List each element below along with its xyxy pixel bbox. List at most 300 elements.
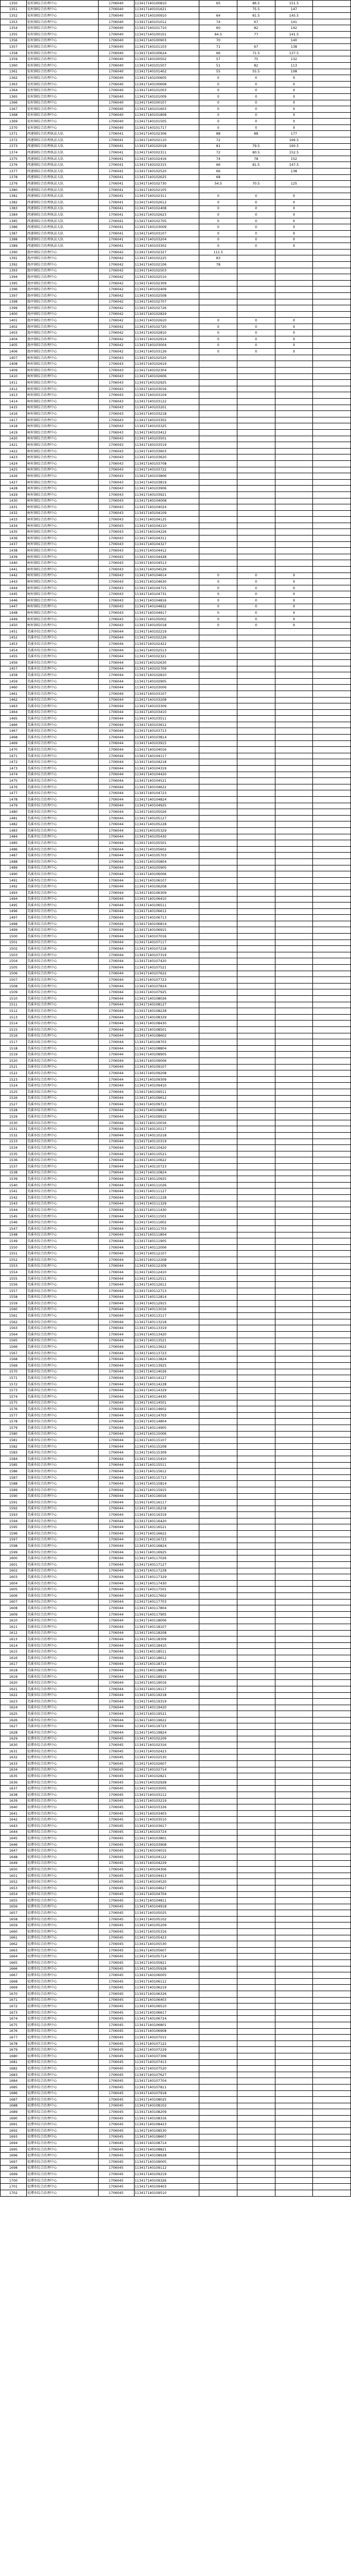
table-row [1, 417, 351, 423]
table-row [1, 865, 351, 871]
row-number-cell: 1523 [1, 1076, 27, 1083]
table-row [1, 902, 351, 909]
unit-name-cell: 宏潭乡综合治理中心 [26, 2122, 98, 2128]
interview-score-cell [237, 1841, 275, 1848]
remark-cell [313, 2016, 351, 2022]
remark-cell [313, 305, 351, 312]
remark-cell [313, 2140, 351, 2147]
ticket-number-cell: 113417140105928 [134, 1966, 199, 1972]
interview-score-cell [237, 1755, 275, 1761]
row-number-cell: 1666 [1, 1966, 27, 1972]
row-number-cell: 1676 [1, 2028, 27, 2035]
row-number-cell: 1609 [1, 1611, 27, 1618]
row-number-cell: 1597 [1, 1537, 27, 1543]
total-score-cell: 0 [275, 573, 313, 579]
written-score-cell [199, 846, 237, 853]
unit-name-cell: 美溪乡综合治理中心 [26, 865, 98, 871]
unit-name-cell: 美溪乡综合治理中心 [26, 766, 98, 772]
table-row [1, 691, 351, 697]
table-row [1, 212, 351, 218]
ticket-number-cell: 113417140118511 [134, 1649, 199, 1655]
row-number-cell: 1689 [1, 2109, 27, 2116]
unit-name-cell: 美溪乡综合治理中心 [26, 1618, 98, 1624]
interview-score-cell [237, 965, 275, 971]
total-score-cell: 0 [275, 230, 313, 237]
interview-score-cell [237, 1860, 275, 1867]
row-number-cell: 1579 [1, 1425, 27, 1431]
total-score-cell [275, 504, 313, 511]
position-code-cell: 1706042 [98, 287, 134, 293]
ticket-number-cell: 113417140104229 [134, 1860, 199, 1867]
written-score-cell [199, 1301, 237, 1307]
total-score-cell [275, 454, 313, 461]
position-code-cell: 1706040 [98, 25, 134, 32]
written-score-cell [199, 405, 237, 411]
position-code-cell: 1706044 [98, 1282, 134, 1288]
position-code-cell: 1706044 [98, 1275, 134, 1282]
unit-name-cell: 渔亭镇综合治理中心 [26, 349, 98, 355]
interview-score-cell: 82 [237, 25, 275, 32]
unit-name-cell: 宏村镇综合治理中心 [26, 69, 98, 75]
unit-name-cell: 美溪乡综合治理中心 [26, 1723, 98, 1730]
ticket-number-cell: 113417140104015 [134, 1848, 199, 1854]
unit-name-cell: 宏潭乡综合治理中心 [26, 2184, 98, 2190]
position-code-cell: 1706040 [98, 62, 134, 69]
remark-cell [313, 1916, 351, 1922]
total-score-cell [275, 977, 313, 984]
interview-score-cell [237, 473, 275, 480]
unit-name-cell: 美溪乡综合治理中心 [26, 1375, 98, 1382]
remark-cell [313, 784, 351, 790]
remark-cell [313, 38, 351, 44]
table-row [1, 1792, 351, 1799]
interview-score-cell [237, 548, 275, 554]
remark-cell [313, 1164, 351, 1170]
unit-name-cell: 宏潭乡综合治理中心 [26, 1836, 98, 1842]
written-score-cell [199, 1630, 237, 1636]
row-number-cell: 1389 [1, 243, 27, 249]
interview-score-cell [237, 1369, 275, 1375]
total-score-cell [275, 1810, 313, 1817]
written-score-cell [199, 1126, 237, 1133]
remark-cell [313, 1792, 351, 1799]
ticket-number-cell: 113417140103004 [134, 342, 199, 349]
unit-name-cell: 美溪乡综合治理中心 [26, 1705, 98, 1711]
interview-score-cell [237, 1332, 275, 1338]
row-number-cell: 1674 [1, 2016, 27, 2022]
position-code-cell: 1706045 [98, 1997, 134, 2003]
written-score-cell [199, 921, 237, 927]
interview-score-cell [237, 1854, 275, 1860]
ticket-number-cell: 113417140117127 [134, 1562, 199, 1568]
total-score-cell [275, 672, 313, 679]
remark-cell [313, 1562, 351, 1568]
ticket-number-cell: 113417140106915 [134, 927, 199, 934]
table-row [1, 1070, 351, 1077]
unit-name-cell: 渔亭镇综合治理中心 [26, 311, 98, 318]
table-row [1, 666, 351, 672]
table-row [1, 2109, 351, 2116]
unit-name-cell: 宏潭乡综合治理中心 [26, 1755, 98, 1761]
total-score-cell: 132 [275, 56, 313, 63]
written-score-cell [199, 952, 237, 958]
remark-cell [313, 1120, 351, 1126]
row-number-cell: 1567 [1, 1350, 27, 1356]
position-code-cell: 1706045 [98, 1841, 134, 1848]
remark-cell [313, 143, 351, 150]
written-score-cell: 0 [199, 100, 237, 106]
total-score-cell [275, 411, 313, 417]
written-score-cell [199, 722, 237, 728]
table-row [1, 1779, 351, 1786]
total-score-cell [275, 1593, 313, 1599]
table-row [1, 442, 351, 449]
position-code-cell: 1706045 [98, 2016, 134, 2022]
unit-name-cell: 西递镇综合治理执法大队 [26, 237, 98, 243]
position-code-cell: 1706044 [98, 1002, 134, 1008]
total-score-cell: 0 [275, 610, 313, 617]
table-row [1, 1107, 351, 1114]
interview-score-cell: 0 [237, 124, 275, 131]
ticket-number-cell: 113417140100910 [134, 13, 199, 19]
ticket-number-cell: 113417140102422 [134, 641, 199, 648]
unit-name-cell: 美溪乡综合治理中心 [26, 1164, 98, 1170]
remark-cell [313, 429, 351, 436]
interview-score-cell: 67 [237, 44, 275, 50]
ticket-number-cell: 113417140115612 [134, 1469, 199, 1475]
written-score-cell: 74 [199, 156, 237, 162]
row-number-cell: 1654 [1, 1891, 27, 1898]
interview-score-cell: 0 [237, 604, 275, 610]
total-score-cell: 152.5 [275, 150, 313, 156]
table-row [1, 1363, 351, 1369]
position-code-cell: 1706044 [98, 1356, 134, 1363]
unit-name-cell: 美溪乡综合治理中心 [26, 678, 98, 685]
unit-name-cell: 美溪乡综合治理中心 [26, 790, 98, 797]
interview-score-cell: 0 [237, 93, 275, 100]
total-score-cell [275, 790, 313, 797]
unit-name-cell: 柯村镇综合治理中心 [26, 573, 98, 579]
remark-cell [313, 1263, 351, 1269]
ticket-number-cell: 113417140108025 [134, 2097, 199, 2103]
remark-cell [313, 1636, 351, 1643]
row-number-cell: 1499 [1, 927, 27, 934]
interview-score-cell [237, 529, 275, 535]
total-score-cell: 141 [275, 19, 313, 25]
table-row [1, 1201, 351, 1207]
total-score-cell: 177 [275, 131, 313, 137]
interview-score-cell [237, 884, 275, 890]
ticket-number-cell: 113417140100101 [134, 31, 199, 38]
written-score-cell [199, 971, 237, 977]
total-score-cell [275, 647, 313, 654]
position-code-cell: 1706043 [98, 622, 134, 629]
total-score-cell [275, 436, 313, 442]
row-number-cell: 1539 [1, 1176, 27, 1183]
interview-score-cell [237, 560, 275, 567]
ticket-number-cell: 113417140107015 [134, 2035, 199, 2041]
table-row [1, 1997, 351, 2003]
ticket-number-cell: 113417140102821 [134, 1773, 199, 1780]
written-score-cell: 64 [199, 13, 237, 19]
position-code-cell: 1706040 [98, 1, 134, 7]
ticket-number-cell: 113417140118107 [134, 1624, 199, 1630]
remark-cell [313, 1425, 351, 1431]
row-number-cell: 1551 [1, 1251, 27, 1257]
remark-cell [313, 6, 351, 13]
ticket-number-cell: 113417140103511 [134, 716, 199, 722]
written-score-cell [199, 1089, 237, 1095]
row-number-cell: 1556 [1, 1282, 27, 1288]
remark-cell [313, 1151, 351, 1157]
remark-cell [313, 2146, 351, 2153]
row-number-cell: 1617 [1, 1661, 27, 1668]
unit-name-cell: 美溪乡综合治理中心 [26, 641, 98, 648]
position-code-cell: 1706044 [98, 1026, 134, 1033]
position-code-cell: 1706044 [98, 1412, 134, 1419]
remark-cell [313, 1618, 351, 1624]
total-score-cell: 0 [275, 243, 313, 249]
table-row [1, 1456, 351, 1462]
written-score-cell [199, 766, 237, 772]
remark-cell [313, 827, 351, 834]
ticket-number-cell: 113417140107122 [134, 2041, 199, 2047]
written-score-cell: 54.5 [199, 181, 237, 187]
unit-name-cell: 美溪乡综合治理中心 [26, 1107, 98, 1114]
written-score-cell: 72 [199, 137, 237, 144]
table-row [1, 1325, 351, 1332]
ticket-number-cell: 113417140101710 [134, 25, 199, 32]
table-row [1, 1954, 351, 1960]
written-score-cell: 0 [199, 324, 237, 330]
table-row [1, 1518, 351, 1524]
written-score-cell [199, 1425, 237, 1431]
unit-name-cell: 美溪乡综合治理中心 [26, 952, 98, 958]
written-score-cell [199, 697, 237, 703]
remark-cell [313, 1406, 351, 1413]
written-score-cell [199, 1792, 237, 1799]
unit-name-cell: 柯村镇综合治理中心 [26, 622, 98, 629]
table-row [1, 280, 351, 287]
remark-cell [313, 1531, 351, 1537]
written-score-cell [199, 1798, 237, 1804]
ticket-number-cell: 113417140103612 [134, 722, 199, 728]
position-code-cell: 1706043 [98, 448, 134, 454]
ticket-number-cell: 113417140103724 [134, 1829, 199, 1836]
unit-name-cell: 宏村镇综合治理中心 [26, 31, 98, 38]
total-score-cell [275, 523, 313, 529]
total-score-cell: 0 [275, 622, 313, 629]
remark-cell [313, 1002, 351, 1008]
total-score-cell [275, 722, 313, 728]
table-row [1, 187, 351, 193]
total-score-cell [275, 2066, 313, 2072]
interview-score-cell [237, 1164, 275, 1170]
unit-name-cell: 宏潭乡综合治理中心 [26, 2016, 98, 2022]
remark-cell [313, 560, 351, 567]
interview-score-cell [237, 728, 275, 735]
remark-cell [313, 50, 351, 56]
position-code-cell: 1706044 [98, 1474, 134, 1481]
table-row [1, 305, 351, 312]
table-row [1, 1139, 351, 1145]
total-score-cell [275, 1867, 313, 1873]
unit-name-cell: 西递镇综合治理执法大队 [26, 150, 98, 156]
table-row [1, 1593, 351, 1599]
ticket-number-cell: 113417140103403 [134, 1810, 199, 1817]
table-row [1, 2003, 351, 2010]
interview-score-cell [237, 1960, 275, 1966]
table-row [1, 766, 351, 772]
total-score-cell [275, 1307, 313, 1313]
row-number-cell: 1455 [1, 654, 27, 660]
written-score-cell [199, 1823, 237, 1829]
interview-score-cell [237, 1126, 275, 1133]
written-score-cell [199, 1636, 237, 1643]
row-number-cell: 1366 [1, 100, 27, 106]
interview-score-cell [237, 1095, 275, 1102]
written-score-cell: 74 [199, 19, 237, 25]
position-code-cell: 1706044 [98, 902, 134, 909]
remark-cell [313, 399, 351, 405]
total-score-cell [275, 368, 313, 374]
position-code-cell: 1706044 [98, 716, 134, 722]
remark-cell [313, 62, 351, 69]
interview-score-cell: 0 [237, 200, 275, 206]
written-score-cell [199, 355, 237, 361]
unit-name-cell: 美溪乡综合治理中心 [26, 871, 98, 878]
written-score-cell [199, 2159, 237, 2166]
position-code-cell: 1706044 [98, 778, 134, 784]
row-number-cell: 1648 [1, 1854, 27, 1860]
row-number-cell: 1546 [1, 1220, 27, 1226]
remark-cell [313, 2097, 351, 2103]
total-score-cell: 0 [275, 100, 313, 106]
row-number-cell: 1570 [1, 1369, 27, 1375]
remark-cell [313, 1543, 351, 1550]
interview-score-cell [237, 1991, 275, 1998]
unit-name-cell: 宏潭乡综合治理中心 [26, 1779, 98, 1786]
remark-cell [313, 218, 351, 224]
total-score-cell [275, 2041, 313, 2047]
row-number-cell: 1532 [1, 1133, 27, 1139]
ticket-number-cell: 113417140101603 [134, 106, 199, 113]
written-score-cell: 57 [199, 56, 237, 63]
remark-cell [313, 1033, 351, 1039]
remark-cell [313, 728, 351, 735]
unit-name-cell: 宏潭乡综合治理中心 [26, 1966, 98, 1972]
row-number-cell: 1685 [1, 2084, 27, 2090]
row-number-cell: 1569 [1, 1363, 27, 1369]
interview-score-cell [237, 858, 275, 865]
written-score-cell [199, 517, 237, 523]
ticket-number-cell: 113417140105703 [134, 853, 199, 859]
written-score-cell [199, 6, 237, 13]
written-score-cell [199, 1549, 237, 1555]
total-score-cell [275, 2059, 313, 2066]
interview-score-cell [237, 1437, 275, 1444]
ticket-number-cell: 113417140104824 [134, 797, 199, 803]
position-code-cell: 1706043 [98, 467, 134, 473]
ticket-number-cell: 113417140108602 [134, 1033, 199, 1039]
table-row [1, 19, 351, 25]
interview-score-cell [237, 915, 275, 921]
row-number-cell: 1535 [1, 1151, 27, 1157]
position-code-cell: 1706040 [98, 100, 134, 106]
written-score-cell [199, 1555, 237, 1562]
ticket-number-cell: 113417140103915 [134, 740, 199, 747]
total-score-cell: 147.5 [275, 162, 313, 168]
unit-name-cell: 宏村镇综合治理中心 [26, 38, 98, 44]
table-row [1, 2128, 351, 2134]
total-score-cell [275, 635, 313, 641]
position-code-cell: 1706045 [98, 2053, 134, 2059]
remark-cell [313, 124, 351, 131]
total-score-cell: 0 [275, 87, 313, 94]
position-code-cell: 1706040 [98, 124, 134, 131]
row-number-cell: 1622 [1, 1692, 27, 1699]
unit-name-cell: 美溪乡综合治理中心 [26, 1220, 98, 1226]
interview-score-cell [237, 554, 275, 560]
written-score-cell [199, 1512, 237, 1518]
ticket-number-cell: 113417140119824 [134, 1730, 199, 1736]
row-number-cell: 1481 [1, 815, 27, 821]
interview-score-cell [237, 1089, 275, 1095]
total-score-cell [275, 921, 313, 927]
written-score-cell [199, 460, 237, 467]
row-number-cell: 1500 [1, 934, 27, 940]
ticket-number-cell: 113417140116925 [134, 1549, 199, 1555]
total-score-cell [275, 1711, 313, 1718]
written-score-cell [199, 1058, 237, 1064]
interview-score-cell: 0 [237, 330, 275, 336]
written-score-cell [199, 691, 237, 697]
total-score-cell [275, 1021, 313, 1027]
remark-cell [313, 858, 351, 865]
unit-name-cell: 宏潭乡综合治理中心 [26, 2115, 98, 2122]
interview-score-cell: 0 [237, 212, 275, 218]
ticket-number-cell: 113417140103302 [134, 417, 199, 423]
written-score-cell [199, 1736, 237, 1742]
written-score-cell [199, 2078, 237, 2085]
total-score-cell: 113 [275, 62, 313, 69]
remark-cell [313, 2003, 351, 2010]
interview-score-cell [237, 1966, 275, 1972]
total-score-cell [275, 1537, 313, 1543]
table-row [1, 1916, 351, 1922]
position-code-cell: 1706040 [98, 50, 134, 56]
table-row [1, 368, 351, 374]
total-score-cell [275, 442, 313, 449]
remark-cell [313, 908, 351, 915]
remark-cell [313, 243, 351, 249]
interview-score-cell [237, 1997, 275, 2003]
total-score-cell [275, 1201, 313, 1207]
remark-cell [313, 1860, 351, 1867]
position-code-cell: 1706044 [98, 747, 134, 753]
remark-cell [313, 971, 351, 977]
unit-name-cell: 宏村镇综合治理中心 [26, 62, 98, 69]
total-score-cell [275, 1885, 313, 1891]
unit-name-cell: 西递镇综合治理执法大队 [26, 200, 98, 206]
row-number-cell: 1436 [1, 535, 27, 542]
total-score-cell [275, 448, 313, 454]
written-score-cell [199, 1767, 237, 1773]
position-code-cell: 1706043 [98, 491, 134, 498]
row-number-cell: 1687 [1, 2097, 27, 2103]
row-number-cell: 1568 [1, 1356, 27, 1363]
position-code-cell: 1706044 [98, 797, 134, 803]
